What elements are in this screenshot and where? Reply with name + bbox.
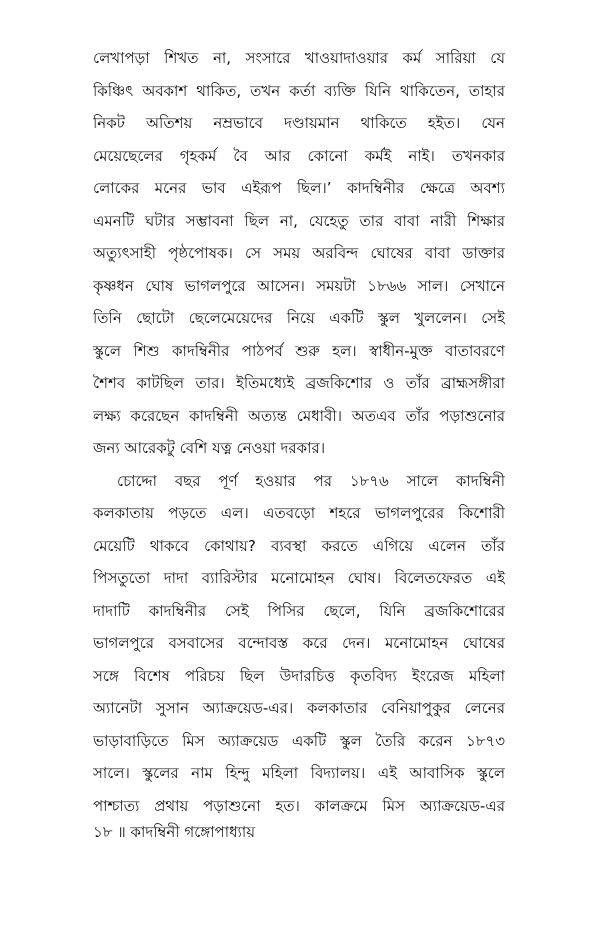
text-line: ভাড়াবাড়িতে মিস অ্যাক্রয়েড একটি স্কুল তৈরি করেন ১৮৭৩ (93, 731, 505, 750)
text-line: লেখাপড়া শিখত না, সংসারে খাওয়াদাওয়ার কর্ম সারিয়া যে (93, 49, 505, 67)
text-line: কলকাতায় পড়তে এল। এতবড়ো শহরে ভাগলপুরের কিশোরী (93, 504, 505, 522)
text-line: তিনি ছোটো ছেলেমেয়েদের নিয়ে একটি স্কুল খুললেন। সেই (93, 309, 505, 327)
text-line: অত্যুৎসাহী পৃষ্ঠপোষক। সে সময় অরবিন্দ ঘোষের বাবা ডাক্তার (93, 244, 505, 262)
text-line: লোকের মনের ভাব এইরূপ ছিল।’ কাদম্বিনীর ক্ষেত্রে অবশ্য (93, 179, 505, 197)
text-line: মেয়েছেলের গৃহকর্ম বৈ আর কোনো কর্মই নাই। তখনকার (93, 146, 505, 165)
text-line: পিসতুতো দাদা ব্যারিস্টার মনোমোহন ঘোষ। বিলেতফেরত এই (93, 569, 505, 587)
text-line: কৃষ্ণধন ঘোষ ভাগলপুরে আসেন। সময়টা ১৮৬৬ সাল। সেখানে (93, 276, 505, 295)
text-line: সঙ্গে বিশেষ পরিচয় ছিল উদারচিত্ত কৃতবিদ্য ইংরেজ মহিলা (93, 666, 505, 685)
text-line: শৈশব কাটছিল তার। ইতিমধ্যেই ব্রজকিশোর ও তাঁর ব্রাহ্মসঙ্গীরা (93, 374, 505, 392)
text-line: জন্য আরেকটু বেশি যত্ন নেওয়া দরকার। (93, 439, 326, 457)
text-line: অ্যানেটা সুসান অ্যাক্রয়েড-এর। কলকাতার বেনিয়াপুকুর লেনের (93, 699, 505, 717)
page-number: ১৮ (93, 823, 113, 841)
text-line: কিঞ্চিৎ অবকাশ থাকিত, তখন কর্তা ব্যক্তি যিনি থাকিতেন, তাহার (93, 81, 505, 100)
text-line: লক্ষ্য করেছেন কাদম্বিনী অত্যন্ত মেধাবী। অতএব তাঁর পড়াশুনোর (93, 406, 505, 425)
text-line: চোদ্দো বছর পূর্ণ হওয়ার পর ১৮৭৬ সালে কাদম্বিনী (117, 471, 505, 490)
text-line: সালে। স্কুলের নাম হিন্দু মহিলা বিদ্যালয়। এই আবাসিক স্কুলে (93, 764, 505, 782)
running-title: কাদম্বিনী গঙ্গোপাধ্যায় (130, 823, 256, 841)
text-line: দাদাটি কাদম্বিনীর সেই পিসির ছেলে, যিনি ব্রজকিশোরের (93, 601, 505, 620)
text-line: মেয়েটি থাকবে কোথায়? ব্যবস্থা করতে এগিয়ে এলেন তাঁর (93, 536, 505, 555)
footer-separator: ॥ (117, 823, 126, 841)
text-line: পাশ্চাত্য প্রথায় পড়াশুনো হত। কালক্রমে মিস অ্যাক্রয়েড-এর (93, 796, 505, 815)
text-line: এমনটি ঘটার সম্ভাবনা ছিল না, যেহেতু তার বাবা নারী শিক্ষার (93, 211, 505, 230)
text-line: স্কুলে শিশু কাদম্বিনীর পাঠপর্ব শুরু হল। স্বাধীন-মুক্ত বাতাবরণে (93, 341, 505, 360)
page-footer (93, 820, 255, 844)
text-line: ভাগলপুরে বসবাসের বন্দোবস্ত করে দেন। মনোমোহন ঘোষের (93, 634, 505, 652)
body-text (93, 42, 505, 822)
text-line: নিকট অতিশয় নম্রভাবে দণ্ডায়মান থাকিতে হইত। যেন (93, 114, 505, 132)
